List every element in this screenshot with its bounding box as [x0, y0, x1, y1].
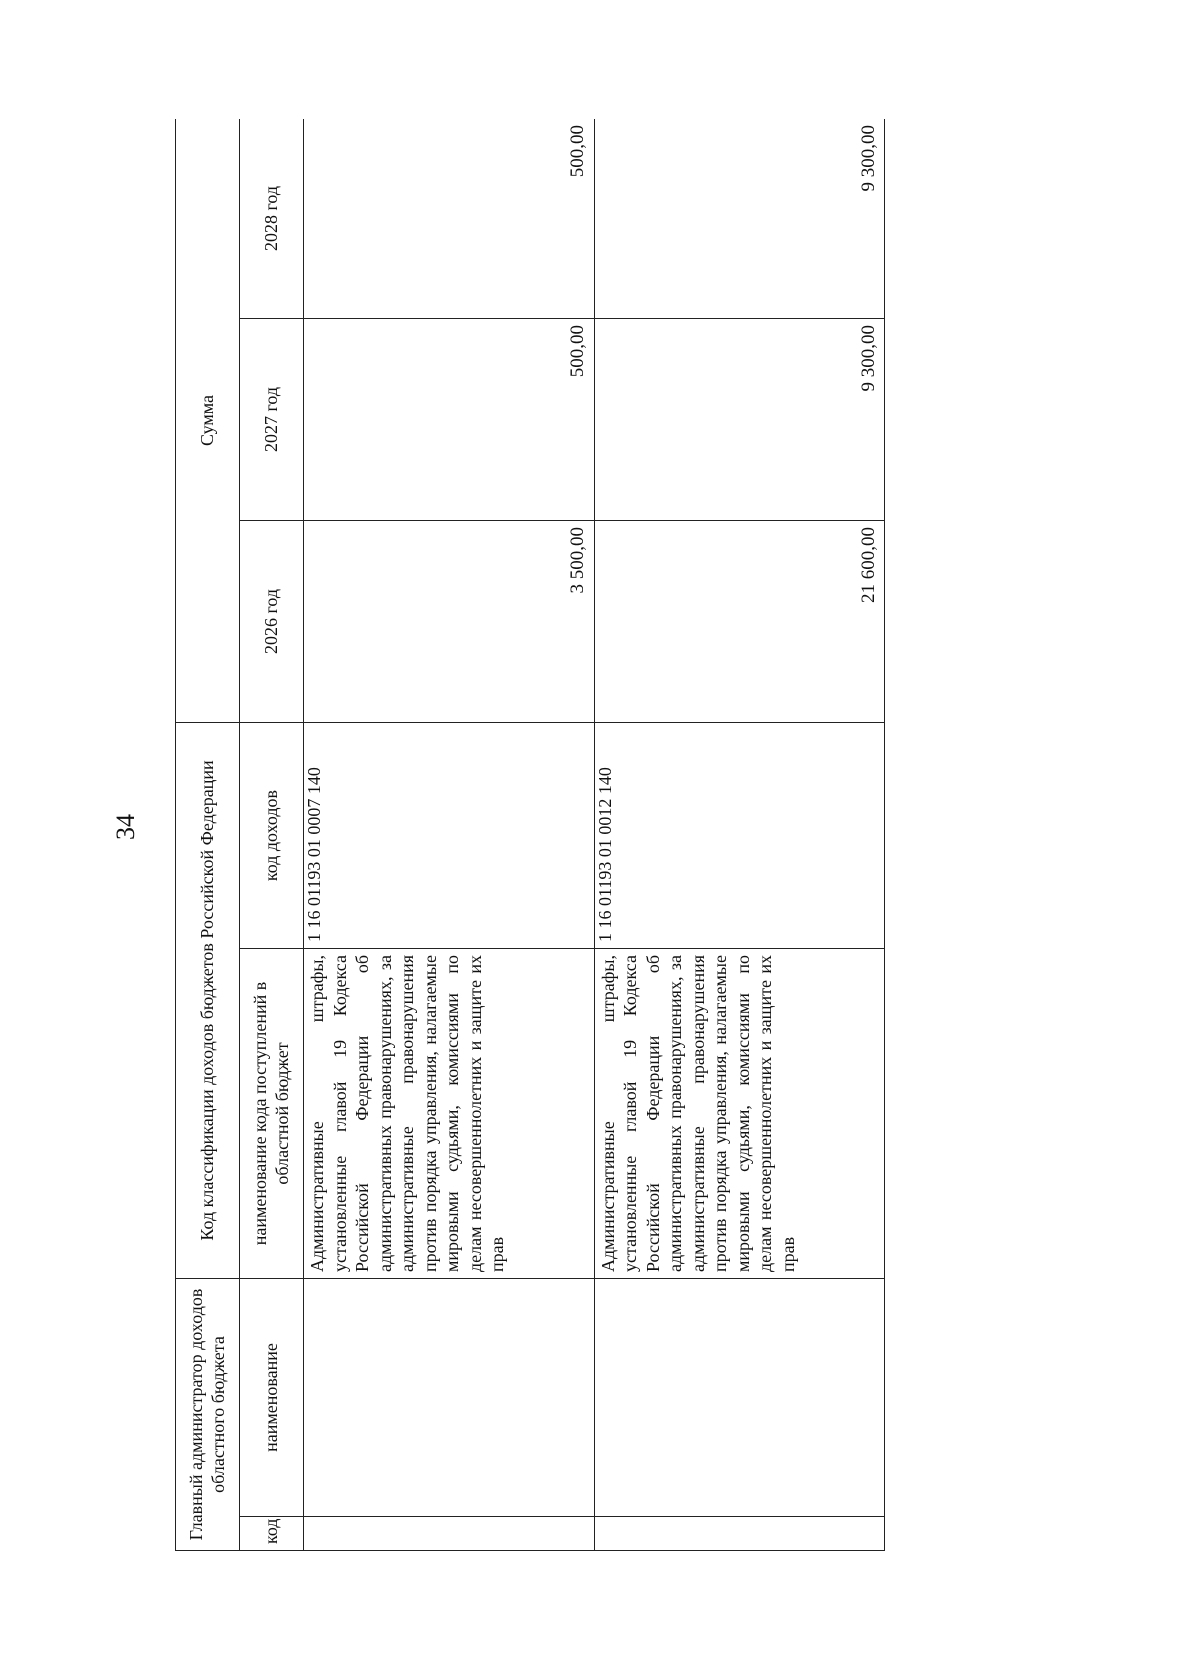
- row-sum-2028: 500,00: [304, 119, 594, 319]
- row-code: [594, 1517, 884, 1551]
- row-revenue-name: Административные штрафы, установленные главой 19 Кодекса Российской Федерации об административных правонарушениях, за административные правонарушения против порядка управления, налагаемые мировыми судьями, комиссиями по делам несовершеннолетних и защите их прав: [594, 949, 884, 1279]
- row-sum-2027: 9 300,00: [594, 319, 884, 521]
- row-revenue-code: 1 16 01193 01 0007 140: [304, 723, 594, 949]
- table-row: [594, 119, 884, 1551]
- rotated-table-content: [175, 119, 885, 1551]
- row-revenue-code: 1 16 01193 01 0012 140: [594, 723, 884, 949]
- header-classification-group: Код классификации доходов бюджетов Российской Федерации: [176, 723, 240, 1279]
- revenue-table: [175, 119, 885, 1551]
- row-code: [304, 1517, 594, 1551]
- header-sum-group: Сумма: [176, 119, 240, 723]
- header-code: код: [240, 1517, 304, 1551]
- row-name: [304, 1279, 594, 1517]
- row-revenue-name: Административные штрафы, установленные главой 19 Кодекса Российской Федерации об административных правонарушениях, за административные правонарушения против порядка управления, налагаемые мировыми судьями, комиссиями по делам несовершеннолетних и защите их прав: [304, 949, 594, 1279]
- header-year-2027: 2027 год: [240, 319, 304, 521]
- row-sum-2026: 21 600,00: [594, 521, 884, 723]
- header-revenue-code: код доходов: [240, 723, 304, 949]
- header-admin-group: Главный администратор доходов областного бюджета: [176, 1279, 240, 1551]
- row-name: [594, 1279, 884, 1517]
- row-sum-2026: 3 500,00: [304, 521, 594, 723]
- rotated-table-stage: [175, 119, 885, 1551]
- page-number: 34: [111, 814, 140, 840]
- header-year-2028: 2028 год: [240, 119, 304, 319]
- header-revenue-name: наименование кода поступлений в областной бюджет: [240, 949, 304, 1279]
- header-name: наименование: [240, 1279, 304, 1517]
- header-row-1: [176, 119, 240, 1551]
- table-row: [304, 119, 594, 1551]
- row-sum-2028: 9 300,00: [594, 119, 884, 319]
- header-year-2026: 2026 год: [240, 521, 304, 723]
- row-sum-2027: 500,00: [304, 319, 594, 521]
- header-row-2: [240, 119, 304, 1551]
